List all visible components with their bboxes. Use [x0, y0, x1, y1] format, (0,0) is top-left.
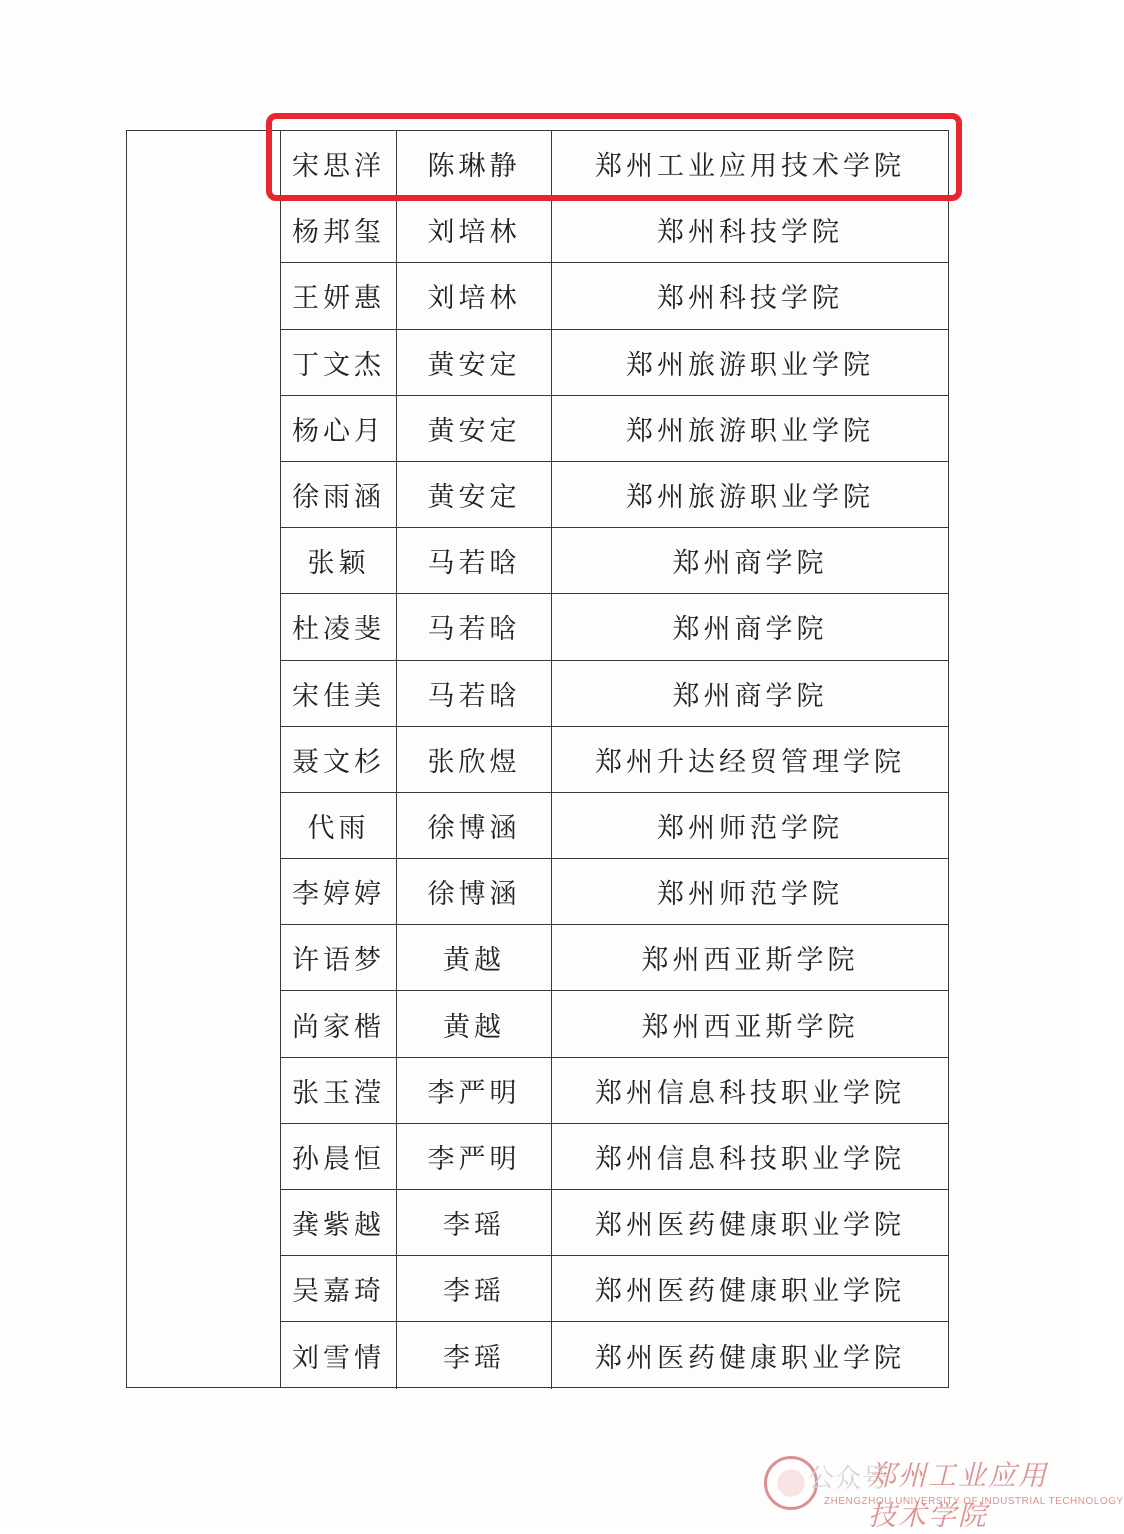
table-row — [281, 528, 948, 594]
table-body — [281, 131, 948, 1387]
school-name-cell: 郑州医药健康职业学院 — [595, 1276, 905, 1308]
student-name-cell: 孙晨恒 — [281, 1124, 397, 1189]
teacher-name-cell: 李瑶 — [397, 1322, 552, 1388]
teacher-name-cell: 黄越 — [397, 925, 552, 990]
student-name-cell: 杨心月 — [281, 396, 397, 461]
teacher-name-cell: 马若晗 — [397, 528, 552, 593]
school-name-cell: 郑州师范学院 — [657, 812, 843, 844]
student-name-cell: 聂文杉 — [281, 727, 397, 792]
school-name-cell: 郑州商学院 — [672, 680, 828, 712]
table-row — [281, 396, 948, 462]
table-row — [281, 1124, 948, 1190]
school-name-cell: 郑州师范学院 — [657, 879, 843, 911]
school-name-cell: 郑州升达经贸管理学院 — [595, 746, 905, 778]
school-name-cell: 郑州科技学院 — [657, 283, 843, 315]
school-name-cell: 郑州旅游职业学院 — [626, 415, 874, 447]
table-row — [281, 263, 948, 329]
school-name-cell: 郑州工业应用技术学院 — [595, 151, 905, 183]
student-name-cell: 张颖 — [281, 528, 397, 593]
teacher-name-cell: 黄安定 — [397, 462, 552, 527]
school-name-cell: 郑州信息科技职业学院 — [595, 1143, 905, 1175]
table-row — [281, 727, 948, 793]
student-name-cell: 宋佳美 — [281, 661, 397, 726]
teacher-name-cell: 李严明 — [397, 1058, 552, 1123]
school-name-cell: 郑州西亚斯学院 — [641, 945, 859, 977]
school-name-cell: 郑州商学院 — [672, 548, 828, 580]
table-row — [281, 594, 948, 660]
award-table — [126, 130, 949, 1388]
student-name-cell: 刘雪情 — [281, 1322, 397, 1388]
student-name-cell: 宋思洋 — [281, 131, 397, 196]
teacher-name-cell: 陈琳静 — [397, 131, 552, 196]
teacher-name-cell: 黄安定 — [397, 396, 552, 461]
school-name-cell: 郑州信息科技职业学院 — [595, 1077, 905, 1109]
teacher-name-cell: 黄越 — [397, 991, 552, 1056]
table-row — [281, 1256, 948, 1322]
table-row — [281, 661, 948, 727]
student-name-cell: 代雨 — [281, 793, 397, 858]
table-row — [281, 1058, 948, 1124]
school-name-cell: 郑州西亚斯学院 — [641, 1011, 859, 1043]
student-name-cell: 杜凌斐 — [281, 594, 397, 659]
watermark — [756, 1452, 1124, 1532]
teacher-name-cell: 刘培林 — [397, 263, 552, 328]
table-row — [281, 131, 948, 197]
student-name-cell: 李婷婷 — [281, 859, 397, 924]
student-name-cell: 许语梦 — [281, 925, 397, 990]
table-row — [281, 1190, 948, 1256]
table-row — [281, 1322, 948, 1388]
student-name-cell: 龚紫越 — [281, 1190, 397, 1255]
teacher-name-cell: 李严明 — [397, 1124, 552, 1189]
school-name-cell: 郑州医药健康职业学院 — [595, 1210, 905, 1242]
table-row — [281, 925, 948, 991]
student-name-cell: 徐雨涵 — [281, 462, 397, 527]
merged-left-column — [127, 131, 281, 1387]
teacher-name-cell: 李瑶 — [397, 1190, 552, 1255]
table-row — [281, 991, 948, 1057]
watermark-university-name: 郑州工业应用技术学院 — [868, 1459, 1049, 1532]
student-name-cell: 尚家楷 — [281, 991, 397, 1056]
teacher-name-cell: 刘培林 — [397, 197, 552, 262]
school-name-cell: 郑州旅游职业学院 — [626, 482, 874, 514]
school-name-cell: 郑州商学院 — [672, 614, 828, 646]
school-name-cell: 郑州旅游职业学院 — [626, 349, 874, 381]
teacher-name-cell: 马若晗 — [397, 661, 552, 726]
teacher-name-cell: 马若晗 — [397, 594, 552, 659]
teacher-name-cell: 徐博涵 — [397, 859, 552, 924]
student-name-cell: 杨邦玺 — [281, 197, 397, 262]
student-name-cell: 吴嘉琦 — [281, 1256, 397, 1321]
school-name-cell: 郑州医药健康职业学院 — [595, 1342, 905, 1374]
teacher-name-cell: 李瑶 — [397, 1256, 552, 1321]
teacher-name-cell: 黄安定 — [397, 330, 552, 395]
school-name-cell: 郑州科技学院 — [657, 217, 843, 249]
watermark-university-name-en: ZHENGZHOU UNIVERSITY OF INDUSTRIAL TECHNOLOGY — [824, 1496, 1124, 1507]
student-name-cell: 王妍惠 — [281, 263, 397, 328]
watermark-label: 公众号 — [808, 1464, 890, 1494]
teacher-name-cell: 张欣煜 — [397, 727, 552, 792]
table-row — [281, 330, 948, 396]
table-row — [281, 462, 948, 528]
student-name-cell: 丁文杰 — [281, 330, 397, 395]
teacher-name-cell: 徐博涵 — [397, 793, 552, 858]
table-row — [281, 197, 948, 263]
table-row — [281, 859, 948, 925]
table-row — [281, 793, 948, 859]
student-name-cell: 张玉滢 — [281, 1058, 397, 1123]
